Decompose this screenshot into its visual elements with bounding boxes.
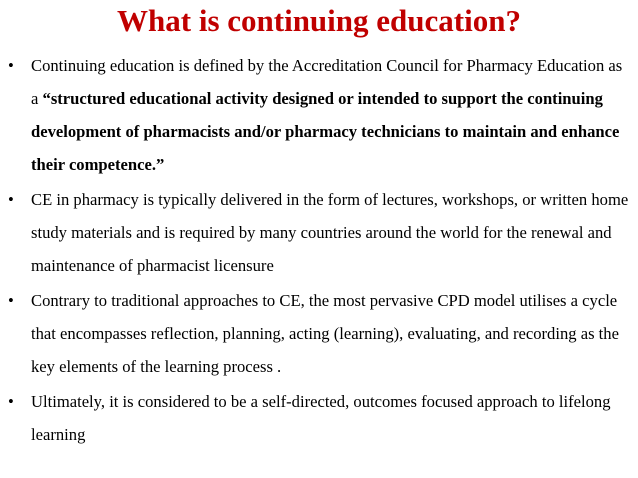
bullet-text: Ultimately, it is considered to be a self-directed, outcomes focused approach to lifelong learning (31, 392, 611, 444)
slide-title: What is continuing education? (117, 3, 521, 38)
bullet-marker: • (8, 392, 14, 411)
bullet-text: Continuing education is defined by the Accreditation Council for Pharmacy Education as a (31, 56, 623, 108)
bullet-text: CE in pharmacy is typically delivered in the form of lectures, workshops, or written home study materials and is required by many countries around the world for the renewal and maintenance of pharmacist licensure (31, 190, 629, 275)
bullet-text: Contrary to traditional approaches to CE, the most pervasive CPD model utilises a cycle that encompasses reflection, planning, acting (learning), evaluating, and recording as the key elements of the learning process . (31, 291, 619, 376)
definition-quote: “structured educational activity designed or intended to support the continuing development of pharmacists and/or pharmacy technicians to maintain and enhance their competence.” (31, 89, 620, 174)
bullet-item-self-directed (0, 385, 638, 451)
bullet-list (0, 49, 638, 453)
bullet-item-definition (0, 49, 638, 181)
bullet-item-cpd-model (0, 284, 638, 383)
bullet-marker: • (8, 190, 14, 209)
bullet-marker: • (8, 56, 14, 75)
bullet-marker: • (8, 291, 14, 310)
bullet-item-delivery (0, 183, 638, 282)
